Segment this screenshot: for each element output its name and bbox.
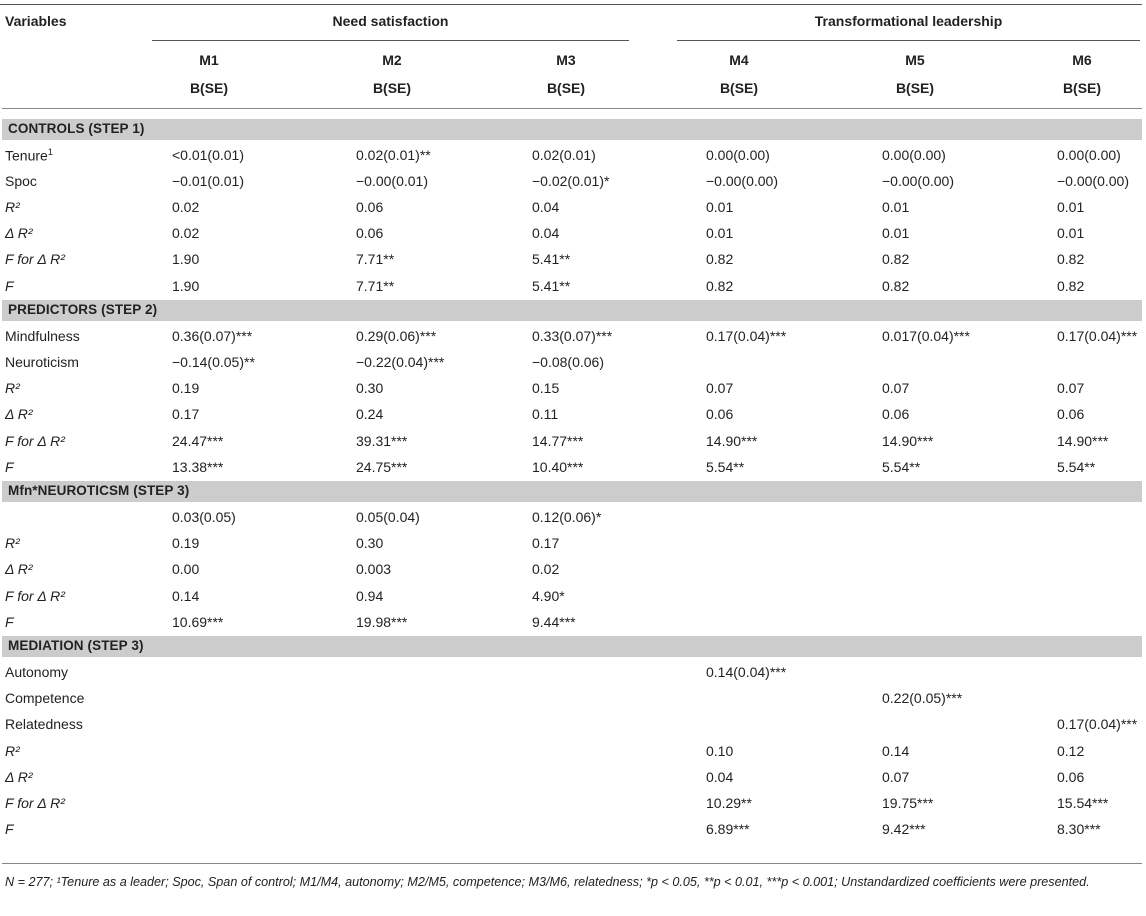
- model-header-m5: [875, 46, 955, 102]
- model-label: M5: [905, 52, 925, 68]
- row-label-text: F for Δ R²: [5, 587, 65, 604]
- table-cell-m5: 0.017(0.04)***: [882, 327, 970, 344]
- table-cell-m4: 0.01: [706, 198, 734, 215]
- table-cell-m6: 0.06: [1057, 406, 1085, 423]
- table-row: [0, 247, 1146, 273]
- row-label: [5, 664, 68, 680]
- row-label: [5, 535, 20, 551]
- table-cell-m4: 0.10: [706, 742, 734, 759]
- model-header-m3: [526, 46, 606, 102]
- section-title: MEDIATION (STEP 3): [8, 638, 144, 654]
- row-label: [5, 821, 14, 837]
- table-cell-m5: 0.06: [882, 406, 910, 423]
- table-cell-m2: 0.06: [356, 225, 384, 242]
- row-label-text: R²: [5, 742, 20, 759]
- section-header: [2, 119, 1142, 140]
- row-label: [5, 199, 20, 215]
- table-cell-m5: 5.54**: [882, 458, 921, 475]
- row-label: [5, 743, 20, 759]
- table-cell-m5: 9.42***: [882, 821, 926, 838]
- model-label: M2: [382, 52, 402, 68]
- table-cell-m5: 0.00(0.00): [882, 146, 946, 163]
- table-cell-m1: 0.14: [172, 587, 200, 604]
- table-cell-m2: 0.05(0.04): [356, 508, 420, 525]
- table-cell-m4: 0.82: [706, 277, 734, 294]
- table-cell-m2: −0.00(0.01): [356, 172, 428, 189]
- table-cell-m3: −0.02(0.01)*: [532, 172, 610, 189]
- row-label-text: F: [5, 821, 14, 838]
- row-label: [5, 769, 33, 785]
- row-label: [5, 328, 80, 344]
- table-row: [0, 712, 1146, 738]
- table-cell-m5: 14.90***: [882, 432, 934, 449]
- row-label: [5, 173, 37, 189]
- table-bottom-rule: [2, 863, 1142, 864]
- table-cell-m5: 0.22(0.05)***: [882, 690, 963, 707]
- table-cell-m2: 39.31***: [356, 432, 408, 449]
- table-cell-m5: 0.01: [882, 225, 910, 242]
- table-cell-m6: 0.82: [1057, 251, 1085, 268]
- table-cell-m5: 0.07: [882, 380, 910, 397]
- group-rule-need-satisfaction: [152, 40, 629, 41]
- table-cell-m4: 0.14(0.04)***: [706, 663, 787, 680]
- table-cell-m2: 0.30: [356, 380, 384, 397]
- row-label: [5, 459, 14, 475]
- table-cell-m1: 1.90: [172, 251, 200, 268]
- table-cell-m1: 13.38***: [172, 458, 224, 475]
- table-cell-m6: 0.17(0.04)***: [1057, 716, 1138, 733]
- table-cell-m6: 15.54***: [1057, 794, 1109, 811]
- table-row: [0, 429, 1146, 455]
- coef-label: B(SE): [372, 80, 412, 96]
- table-cell-m6: 14.90***: [1057, 432, 1109, 449]
- table-row: [0, 376, 1146, 402]
- table-row: [0, 610, 1146, 636]
- table-row: [0, 791, 1146, 817]
- row-label-text: R²: [5, 198, 20, 215]
- table-cell-m2: 0.24: [356, 406, 384, 423]
- row-label: [5, 690, 84, 706]
- table-cell-m4: 0.07: [706, 380, 734, 397]
- table-cell-m6: 0.17(0.04)***: [1057, 327, 1138, 344]
- table-cell-m1: 0.19: [172, 380, 200, 397]
- row-label: [5, 225, 33, 241]
- table-cell-m1: −0.01(0.01): [172, 172, 244, 189]
- table-cell-m1: 10.69***: [172, 613, 224, 630]
- variables-header: Variables: [5, 13, 67, 29]
- table-row: [0, 195, 1146, 221]
- table-cell-m5: 19.75***: [882, 794, 934, 811]
- table-cell-m1: 1.90: [172, 277, 200, 294]
- row-label-text: Spoc: [5, 172, 37, 189]
- table-cell-m2: 7.71**: [356, 251, 395, 268]
- row-label-text: Δ R²: [5, 406, 33, 423]
- table-cell-m3: 5.41**: [532, 277, 571, 294]
- row-label-text: Δ R²: [5, 768, 33, 785]
- table-cell-m4: 0.17(0.04)***: [706, 327, 787, 344]
- table-cell-m3: 5.41**: [532, 251, 571, 268]
- table-cell-m6: 0.06: [1057, 768, 1085, 785]
- table-cell-m5: 0.82: [882, 277, 910, 294]
- table-cell-m2: −0.22(0.04)***: [356, 353, 445, 370]
- table-cell-m6: 8.30***: [1057, 821, 1101, 838]
- row-label-text: R²: [5, 535, 20, 552]
- table-cell-m2: 0.94: [356, 587, 384, 604]
- row-label-text: F for Δ R²: [5, 432, 65, 449]
- table-cell-m3: 0.12(0.06)*: [532, 508, 602, 525]
- table-cell-m2: 0.30: [356, 535, 384, 552]
- table-cell-m6: 5.54**: [1057, 458, 1096, 475]
- group-header-transformational-leadership: Transformational leadership: [814, 13, 1003, 29]
- table-row: [0, 660, 1146, 686]
- group-rule-transformational-leadership: [677, 40, 1140, 41]
- footnote-marker: 1: [47, 146, 53, 157]
- section-title: Mfn*NEUROTICSM (STEP 3): [8, 483, 190, 499]
- table-cell-m3: 0.17: [532, 535, 560, 552]
- row-label: [5, 716, 83, 732]
- table-cell-m4: 0.06: [706, 406, 734, 423]
- table-cell-m4: 14.90***: [706, 432, 758, 449]
- row-label-text: F: [5, 458, 14, 475]
- section-title: PREDICTORS (STEP 2): [8, 302, 158, 318]
- table-row: [0, 143, 1146, 169]
- table-cell-m3: 14.77***: [532, 432, 584, 449]
- table-row: [0, 455, 1146, 481]
- table-cell-m1: 0.03(0.05): [172, 508, 236, 525]
- table-cell-m6: −0.00(0.00): [1057, 172, 1129, 189]
- row-label: [5, 278, 14, 294]
- coef-label: B(SE): [895, 80, 935, 96]
- table-cell-m2: 0.06: [356, 198, 384, 215]
- row-label-text: Neuroticism: [5, 353, 79, 370]
- table-cell-m3: 4.90*: [532, 587, 565, 604]
- model-label: M4: [729, 52, 749, 68]
- section-header: [2, 300, 1142, 321]
- table-cell-m6: 0.07: [1057, 380, 1085, 397]
- row-label-text: Competence: [5, 690, 85, 707]
- table-cell-m4: 0.82: [706, 251, 734, 268]
- row-label-text: F: [5, 277, 14, 294]
- coef-label: B(SE): [189, 80, 229, 96]
- table-cell-m1: <0.01(0.01): [172, 146, 244, 163]
- row-label: [5, 795, 65, 811]
- table-cell-m1: 24.47***: [172, 432, 224, 449]
- row-label: [5, 147, 53, 164]
- table-cell-m3: 0.04: [532, 198, 560, 215]
- table-row: [0, 584, 1146, 610]
- table-row: [0, 531, 1146, 557]
- table-cell-m1: 0.02: [172, 198, 200, 215]
- table-footnote: N = 277; ¹Tenure as a leader; Spoc, Span of control; M1/M4, autonomy; M2/M5, competence; M3/M6, relatedness; *p < 0.05, **p < 0.01, ***p < 0.001; Unstandardized coefficients were presented.: [5, 875, 1090, 889]
- table-cell-m1: 0.19: [172, 535, 200, 552]
- table-cell-m1: 0.17: [172, 406, 200, 423]
- row-label-text: Mindfulness: [5, 327, 80, 344]
- row-label-text: Autonomy: [5, 663, 69, 680]
- table-cell-m2: 0.29(0.06)***: [356, 327, 437, 344]
- table-cell-m4: −0.00(0.00): [706, 172, 778, 189]
- table-cell-m6: 0.82: [1057, 277, 1085, 294]
- table-cell-m2: 7.71**: [356, 277, 395, 294]
- model-label: M6: [1072, 52, 1092, 68]
- coef-label: B(SE): [1062, 80, 1102, 96]
- row-label-text: Δ R²: [5, 225, 33, 242]
- table-cell-m4: 10.29**: [706, 794, 752, 811]
- table-cell-m2: 0.003: [356, 561, 392, 578]
- table-top-rule: [0, 4, 1142, 5]
- table-cell-m3: 9.44***: [532, 613, 576, 630]
- table-cell-m3: 10.40***: [532, 458, 584, 475]
- row-label: [5, 614, 14, 630]
- row-label-text: Δ R²: [5, 561, 33, 578]
- table-row: [0, 324, 1146, 350]
- table-cell-m1: 0.02: [172, 225, 200, 242]
- table-row: [0, 221, 1146, 247]
- table-cell-m2: 24.75***: [356, 458, 408, 475]
- table-cell-m6: 0.01: [1057, 225, 1085, 242]
- table-cell-m6: 0.00(0.00): [1057, 146, 1121, 163]
- table-cell-m3: 0.33(0.07)***: [532, 327, 613, 344]
- table-cell-m5: 0.14: [882, 742, 910, 759]
- table-cell-m3: 0.02: [532, 561, 560, 578]
- table-cell-m5: 0.82: [882, 251, 910, 268]
- table-row: [0, 765, 1146, 791]
- row-label: [5, 561, 33, 577]
- header-bottom-rule: [2, 108, 1142, 109]
- table-cell-m3: 0.02(0.01): [532, 146, 596, 163]
- row-label: [5, 433, 65, 449]
- row-label-text: Tenure: [5, 147, 48, 164]
- table-cell-m5: 0.07: [882, 768, 910, 785]
- row-label-text: R²: [5, 380, 20, 397]
- table-row: [0, 274, 1146, 300]
- table-cell-m3: 0.15: [532, 380, 560, 397]
- table-cell-m6: 0.12: [1057, 742, 1085, 759]
- table-row: [0, 739, 1146, 765]
- row-label: [5, 588, 65, 604]
- table-row: [0, 557, 1146, 583]
- table-cell-m4: 6.89***: [706, 821, 750, 838]
- table-row: [0, 505, 1146, 531]
- table-cell-m1: −0.14(0.05)**: [172, 353, 255, 370]
- table-cell-m2: 19.98***: [356, 613, 408, 630]
- row-label: [5, 406, 33, 422]
- table-row: [0, 686, 1146, 712]
- row-label-text: F for Δ R²: [5, 251, 65, 268]
- row-label: [5, 380, 20, 396]
- row-label-text: F for Δ R²: [5, 794, 65, 811]
- table-row: [0, 817, 1146, 843]
- row-label-text: F: [5, 613, 14, 630]
- table-cell-m4: 0.01: [706, 225, 734, 242]
- table-cell-m3: 0.11: [532, 406, 559, 423]
- group-header-need-satisfaction: Need satisfaction: [332, 13, 449, 29]
- coef-label: B(SE): [546, 80, 586, 96]
- model-label: M1: [199, 52, 219, 68]
- table-cell-m3: 0.04: [532, 225, 560, 242]
- model-header-m6: [1042, 46, 1122, 102]
- row-label: [5, 251, 65, 267]
- model-header-m4: [699, 46, 779, 102]
- table-row: [0, 402, 1146, 428]
- table-cell-m1: 0.36(0.07)***: [172, 327, 253, 344]
- table-cell-m6: 0.01: [1057, 198, 1085, 215]
- table-cell-m4: 0.00(0.00): [706, 146, 770, 163]
- table-cell-m5: 0.01: [882, 198, 910, 215]
- model-header-m2: [352, 46, 432, 102]
- row-label: [5, 354, 79, 370]
- row-label-text: Relatedness: [5, 716, 83, 733]
- table-cell-m1: 0.00: [172, 561, 200, 578]
- model-header-m1: [169, 46, 249, 102]
- table-row: [0, 350, 1146, 376]
- table-cell-m2: 0.02(0.01)**: [356, 146, 431, 163]
- coef-label: B(SE): [719, 80, 759, 96]
- model-label: M3: [556, 52, 576, 68]
- table-cell-m4: 0.04: [706, 768, 734, 785]
- table-cell-m4: 5.54**: [706, 458, 745, 475]
- table-row: [0, 169, 1146, 195]
- section-title: CONTROLS (STEP 1): [8, 121, 145, 136]
- table-cell-m5: −0.00(0.00): [882, 172, 954, 189]
- table-cell-m3: −0.08(0.06): [532, 353, 604, 370]
- section-header: [2, 481, 1142, 502]
- section-header: [2, 636, 1142, 657]
